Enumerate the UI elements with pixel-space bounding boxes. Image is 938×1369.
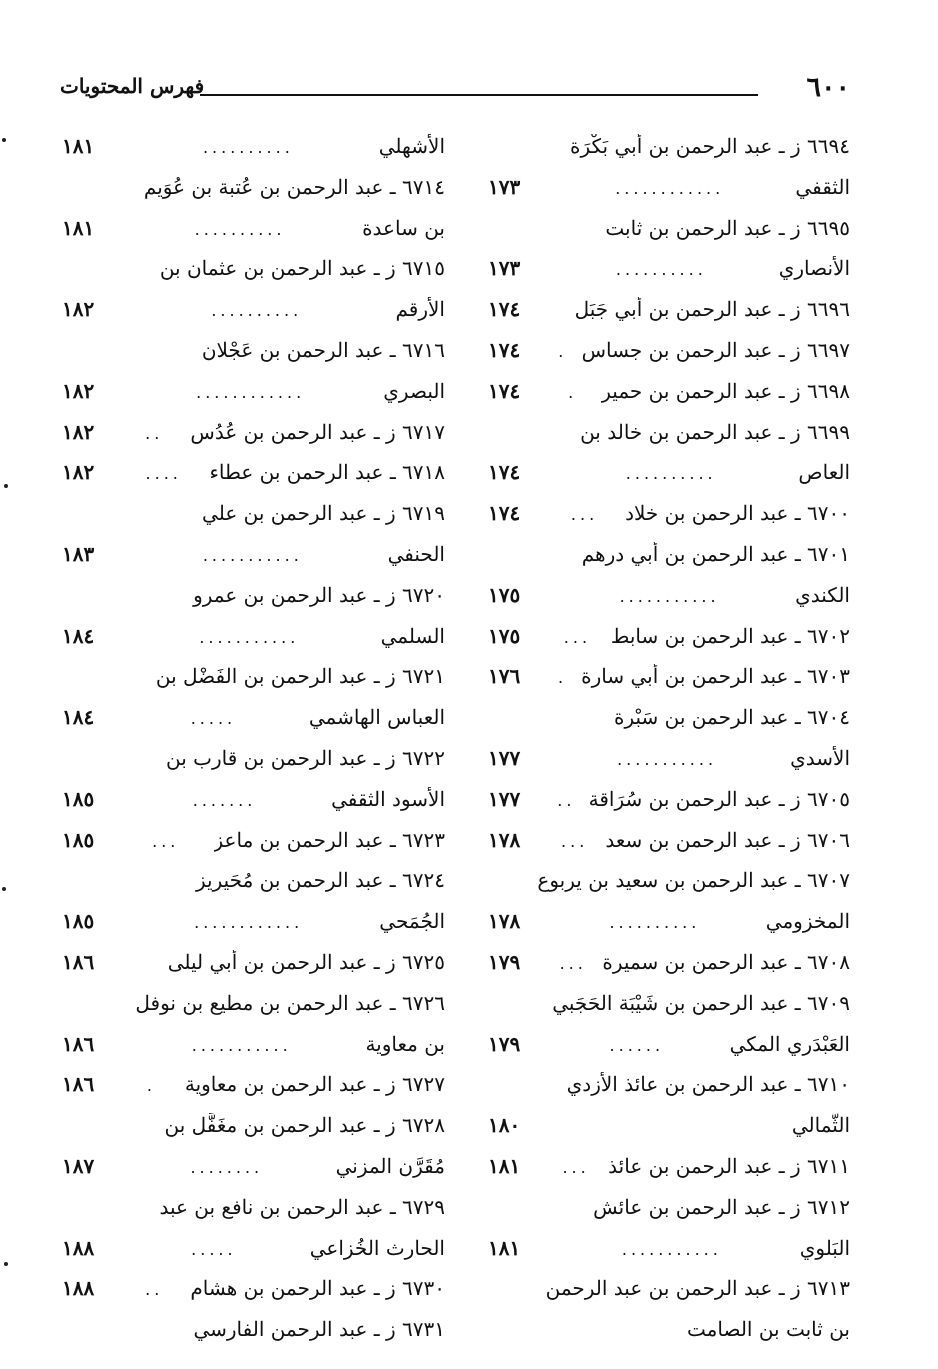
entry-page-number: ١٧٨ (488, 827, 521, 852)
entry-text: ٦٦٩٤ ز ـ عبد الرحمن بن أبي بَكْرَة (570, 134, 850, 158)
index-entry-line (62, 1276, 445, 1317)
dot-leader: ........... (191, 1035, 292, 1055)
entry-page-number: ١٨١ (488, 1153, 521, 1178)
entry-text: ٦٧٣٠ ز ـ عبد الرحمن بن هشام (190, 1276, 445, 1301)
entry-page-number: ١٨٣ (62, 541, 95, 566)
entry-page-number: ١٨٥ (62, 827, 95, 852)
index-entry-line (488, 705, 850, 746)
entry-text: ٦٧١٩ ز ـ عبد الرحمن بن علي (202, 501, 445, 526)
dot-leader: .......... (194, 219, 286, 239)
index-column-right (488, 134, 850, 1358)
index-entry-line (62, 1072, 445, 1113)
entry-page-number: ١٨٦ (62, 1031, 95, 1056)
entry-text: ٦٧١٧ ز ـ عبد الرحمن بن عُدُس (190, 419, 445, 444)
entry-text: السلمي (380, 623, 445, 648)
entry-text: ٦٧٢٧ ز ـ عبد الرحمن بن معاوية (184, 1072, 445, 1097)
dot-leader: ........... (621, 1239, 722, 1259)
dot-leader: ... (559, 953, 587, 973)
dot-leader: ... (570, 505, 599, 525)
index-entry-line (62, 583, 445, 624)
entry-text: ٦٧٢٠ ز ـ عبد الرحمن بن عمرو (193, 582, 445, 607)
dot-leader: .......... (609, 913, 701, 933)
dot-leader: ........... (619, 586, 720, 606)
entry-text: البصري (383, 378, 445, 403)
entry-text: ٦٧٢٩ ـ عبد الرحمن بن نافع بن عبد (159, 1194, 445, 1219)
entry-page-number: ١٨٦ (62, 949, 95, 974)
index-entry-line (62, 787, 445, 828)
index-entry-line (488, 624, 850, 665)
dot-leader: ............ (615, 178, 725, 198)
entry-page-number: ١٨١ (62, 134, 95, 158)
entry-page-number: ١٨٢ (62, 419, 95, 444)
entry-text: ٦٧٢٢ ز ـ عبد الرحمن بن قارب بن (165, 745, 445, 770)
entry-page-number: ١٧٧ (488, 745, 521, 770)
index-entry-line (62, 705, 445, 746)
scan-speck (2, 138, 6, 142)
entry-page-number: ١٨٥ (62, 909, 95, 934)
entry-text: مُقَرَّن المزني (335, 1153, 445, 1178)
entry-page-number: ١٨٢ (62, 460, 95, 485)
dot-leader: .......... (615, 260, 707, 280)
index-entry-line (488, 175, 850, 216)
entry-text: ٦٧٠٩ ـ عبد الرحمن بن شَيْبَة الحَجَبي (552, 990, 850, 1015)
entry-page-number: ١٨٨ (62, 1235, 95, 1260)
entry-text: ٦٧٣١ ز ـ عبد الرحمن الفارسي (193, 1317, 445, 1342)
entry-text: ٦٧١١ ز ـ عبد الرحمن بن عائذ (608, 1153, 850, 1178)
index-entry-line (488, 1154, 850, 1195)
dot-leader: .... (145, 464, 182, 484)
entry-text: ٦٧١٨ ـ عبد الرحمن بن عطاء (209, 460, 445, 485)
entry-text: الأسدي (790, 745, 850, 770)
header-rule (200, 94, 758, 96)
dot-leader: .. (145, 423, 164, 443)
index-entry-line (62, 828, 445, 869)
index-entry-line (488, 950, 850, 991)
entry-text: ٦٧٢١ ز ـ عبد الرحمن بن الفَضْل بن (155, 664, 445, 689)
entry-text: الثقفي (795, 174, 850, 199)
entry-text: ٦٧٢٦ ـ عبد الرحمن بن مطيع بن نوفل (135, 990, 445, 1015)
index-entry-line (488, 746, 850, 787)
entry-text: الأرقم (395, 297, 445, 322)
entry-page-number: ١٧٤ (488, 378, 521, 403)
dot-leader: ............ (196, 382, 306, 402)
entry-text: المخزومي (765, 909, 850, 934)
dot-leader: ........ (190, 1157, 264, 1177)
index-entry-line (62, 950, 445, 991)
index-entry-line (62, 297, 445, 338)
index-entry-line (62, 1113, 445, 1154)
index-entry-line (62, 1236, 445, 1277)
index-entry-line (62, 1195, 445, 1236)
index-entry-line (488, 1317, 850, 1358)
index-entry-line (488, 991, 850, 1032)
dot-leader: ...... (609, 1035, 665, 1055)
entry-text: ٦٧١٣ ز ـ عبد الرحمن بن عبد الرحمن (545, 1276, 850, 1301)
entry-text: العباس الهاشمي (308, 705, 445, 730)
index-entry-line (488, 787, 850, 828)
entry-page-number: ١٧٣ (488, 174, 521, 199)
entry-text: الجُمَحي (379, 909, 445, 934)
entry-text: ٦٧٠٠ ـ عبد الرحمن بن خلاد (625, 501, 850, 526)
entry-page-number: ١٨٠ (488, 1113, 521, 1138)
index-entry-line (488, 338, 850, 379)
entry-text: ٦٧٠١ ـ عبد الرحمن بن أبي درهم (581, 541, 850, 566)
dot-leader: . (558, 341, 568, 361)
entry-text: ٦٧٠٣ ـ عبد الرحمن بن أبي سارة (581, 664, 850, 689)
entry-text: ٦٧١٠ ـ عبد الرحمن بن عائذ الأزدي (566, 1072, 850, 1097)
index-entry-line (488, 868, 850, 909)
entry-page-number: ١٧٣ (488, 256, 521, 281)
index-entry-line (488, 1195, 850, 1236)
index-entry-line (62, 991, 445, 1032)
index-entry-line (488, 297, 850, 338)
index-entry-line (488, 1276, 850, 1317)
entry-text: ٦٧٢٥ ز ـ عبد الرحمن بن أبي ليلى (167, 949, 445, 974)
dot-leader: . (568, 382, 578, 402)
index-column-left (62, 134, 445, 1358)
index-entry-line (488, 1113, 850, 1154)
entry-text: ٦٧١٢ ز ـ عبد الرحمن بن عائش (593, 1194, 850, 1219)
entry-page-number: ١٧٩ (488, 949, 521, 974)
index-entry-line (488, 909, 850, 950)
index-entry-line (488, 420, 850, 461)
index-entry-line (62, 1032, 445, 1073)
header-title: فهرس المحتويات (60, 74, 205, 98)
entry-text: ٦٧٢٤ ـ عبد الرحمن بن مُحَيريز (195, 868, 445, 893)
dot-leader: .. (557, 790, 576, 810)
entry-text: ٦٧٠٢ ـ عبد الرحمن بن سابط (610, 623, 850, 648)
scan-speck (2, 887, 6, 891)
entry-text: بن ثابت بن الصامت (687, 1317, 850, 1342)
index-entry-line (62, 1154, 445, 1195)
dot-leader: ... (562, 1157, 590, 1177)
index-entry-line (62, 379, 445, 420)
index-entry-line (62, 1317, 445, 1358)
scan-speck (4, 1262, 8, 1266)
dot-leader: ... (152, 831, 180, 851)
entry-page-number: ١٨١ (62, 215, 95, 240)
index-entry-line (488, 501, 850, 542)
entry-page-number: ١٧٦ (488, 664, 521, 689)
index-entry-line (488, 1236, 850, 1277)
index-entry-line (62, 175, 445, 216)
entry-page-number: ١٨٥ (62, 786, 95, 811)
entry-text: بن ساعدة (362, 215, 445, 240)
index-entry-line (62, 460, 445, 501)
entry-page-number: ١٨٢ (62, 297, 95, 322)
entry-text: ٦٧١٥ ز ـ عبد الرحمن بن عثمان بن (159, 256, 445, 281)
dot-leader: ........... (617, 749, 718, 769)
dot-leader: . (146, 1076, 156, 1096)
page-header (60, 72, 850, 108)
entry-text: ٦٧٢٣ ـ عبد الرحمن بن ماعز (213, 827, 445, 852)
entry-text: ٦٧٠٨ ـ عبد الرحمن بن سميرة (602, 949, 850, 974)
index-entry-line (488, 828, 850, 869)
entry-text: ٦٦٩٦ ز ـ عبد الرحمن بن أبي جَبَل (574, 297, 850, 322)
dot-leader: .......... (211, 301, 303, 321)
index-entry-line (488, 664, 850, 705)
index-entry-line (488, 460, 850, 501)
entry-page-number: ١٧٤ (488, 297, 521, 322)
dot-leader: ... (561, 831, 589, 851)
index-entry-line (62, 134, 445, 175)
page-number: ٦٠٠ (806, 72, 850, 103)
entry-text: ٦٦٩٩ ز ـ عبد الرحمن بن خالد بن (580, 419, 850, 444)
dot-leader: .. (145, 1280, 164, 1300)
dot-leader: . (558, 668, 568, 688)
entry-text: ٦٧١٤ ـ عبد الرحمن بن عُتبة بن عُوَيم (143, 174, 445, 199)
entry-text: ٦٦٩٧ ز ـ عبد الرحمن بن جساس (581, 337, 850, 362)
entry-text: الثُّمالي (791, 1113, 850, 1138)
index-entry-line (488, 1032, 850, 1073)
dot-leader: ........... (202, 545, 303, 565)
dot-leader: ............ (194, 913, 304, 933)
dot-leader: .......... (625, 464, 717, 484)
entry-text: العَبْدَري المكي (729, 1031, 850, 1056)
index-entry-line (62, 256, 445, 297)
index-entry-line (62, 542, 445, 583)
entry-text: ٦٧٠٦ ز ـ عبد الرحمن بن سعد (605, 827, 850, 852)
entry-text: الحارث الخُزاعي (309, 1235, 445, 1260)
index-entry-line (62, 868, 445, 909)
entry-text: الكندي (795, 582, 850, 607)
entry-page-number: ١٧٤ (488, 460, 521, 485)
entry-page-number: ١٧٤ (488, 337, 521, 362)
entry-page-number: ١٧٤ (488, 501, 521, 526)
entry-text: بن معاوية (365, 1031, 445, 1056)
entry-page-number: ١٨٢ (62, 378, 95, 403)
index-entry-line (62, 501, 445, 542)
index-entry-line (488, 216, 850, 257)
entry-page-number: ١٨٨ (62, 1276, 95, 1301)
entry-page-number: ١٨١ (488, 1235, 521, 1260)
entry-text: ٦٧١٦ ـ عبد الرحمن بن عَجْلان (201, 337, 445, 362)
entry-page-number: ١٧٨ (488, 909, 521, 934)
entry-page-number: ١٧٧ (488, 786, 521, 811)
index-entry-line (488, 1072, 850, 1113)
entry-text: الأسود الثقفي (331, 786, 445, 811)
entry-page-number: ١٧٥ (488, 623, 521, 648)
index-entry-line (62, 420, 445, 461)
index-entry-line (488, 134, 850, 175)
index-entry-line (488, 583, 850, 624)
entry-text: الأنصاري (778, 256, 850, 281)
dot-leader: .......... (202, 138, 294, 157)
entry-text: ٦٧٠٤ ـ عبد الرحمن بن سَبْرة (613, 705, 850, 730)
dot-leader: ........... (199, 627, 300, 647)
index-entry-line (488, 379, 850, 420)
entry-page-number: ١٨٧ (62, 1153, 95, 1178)
entry-text: ٦٧٠٧ ـ عبد الرحمن بن سعيد بن يربوع (537, 868, 850, 893)
dot-leader: ... (563, 627, 592, 647)
entry-page-number: ١٨٤ (62, 623, 95, 648)
entry-text: الأشهلي (378, 134, 445, 158)
index-entry-line (62, 664, 445, 705)
entry-page-number: ١٨٤ (62, 705, 95, 730)
entry-text: ٦٦٩٨ ز ـ عبد الرحمن بن حمير (601, 378, 850, 403)
dot-leader: ..... (191, 1239, 237, 1259)
entry-text: البَلوي (799, 1235, 850, 1260)
entry-text: ٦٧٢٨ ز ـ عبد الرحمن بن مغَفَّل بن (164, 1113, 445, 1138)
entry-page-number: ١٨٦ (62, 1072, 95, 1097)
scan-speck (4, 484, 8, 488)
dot-leader: ....... (192, 790, 257, 810)
dot-leader: ..... (190, 709, 237, 729)
index-entry-line (62, 338, 445, 379)
index-entry-line (62, 216, 445, 257)
index-entry-line (62, 624, 445, 665)
entry-page-number: ١٧٩ (488, 1031, 521, 1056)
index-entry-line (488, 542, 850, 583)
index-entry-line (62, 909, 445, 950)
index-entry-line (488, 256, 850, 297)
entry-page-number: ١٧٥ (488, 582, 521, 607)
entry-text: ٦٦٩٥ ز ـ عبد الرحمن بن ثابت (605, 215, 850, 240)
entry-text: ٦٧٠٥ ز ـ عبد الرحمن بن سُرَاقة (588, 786, 850, 811)
entry-text: العاص (798, 460, 850, 485)
index-entry-line (62, 746, 445, 787)
entry-text: الحنفي (387, 541, 445, 566)
